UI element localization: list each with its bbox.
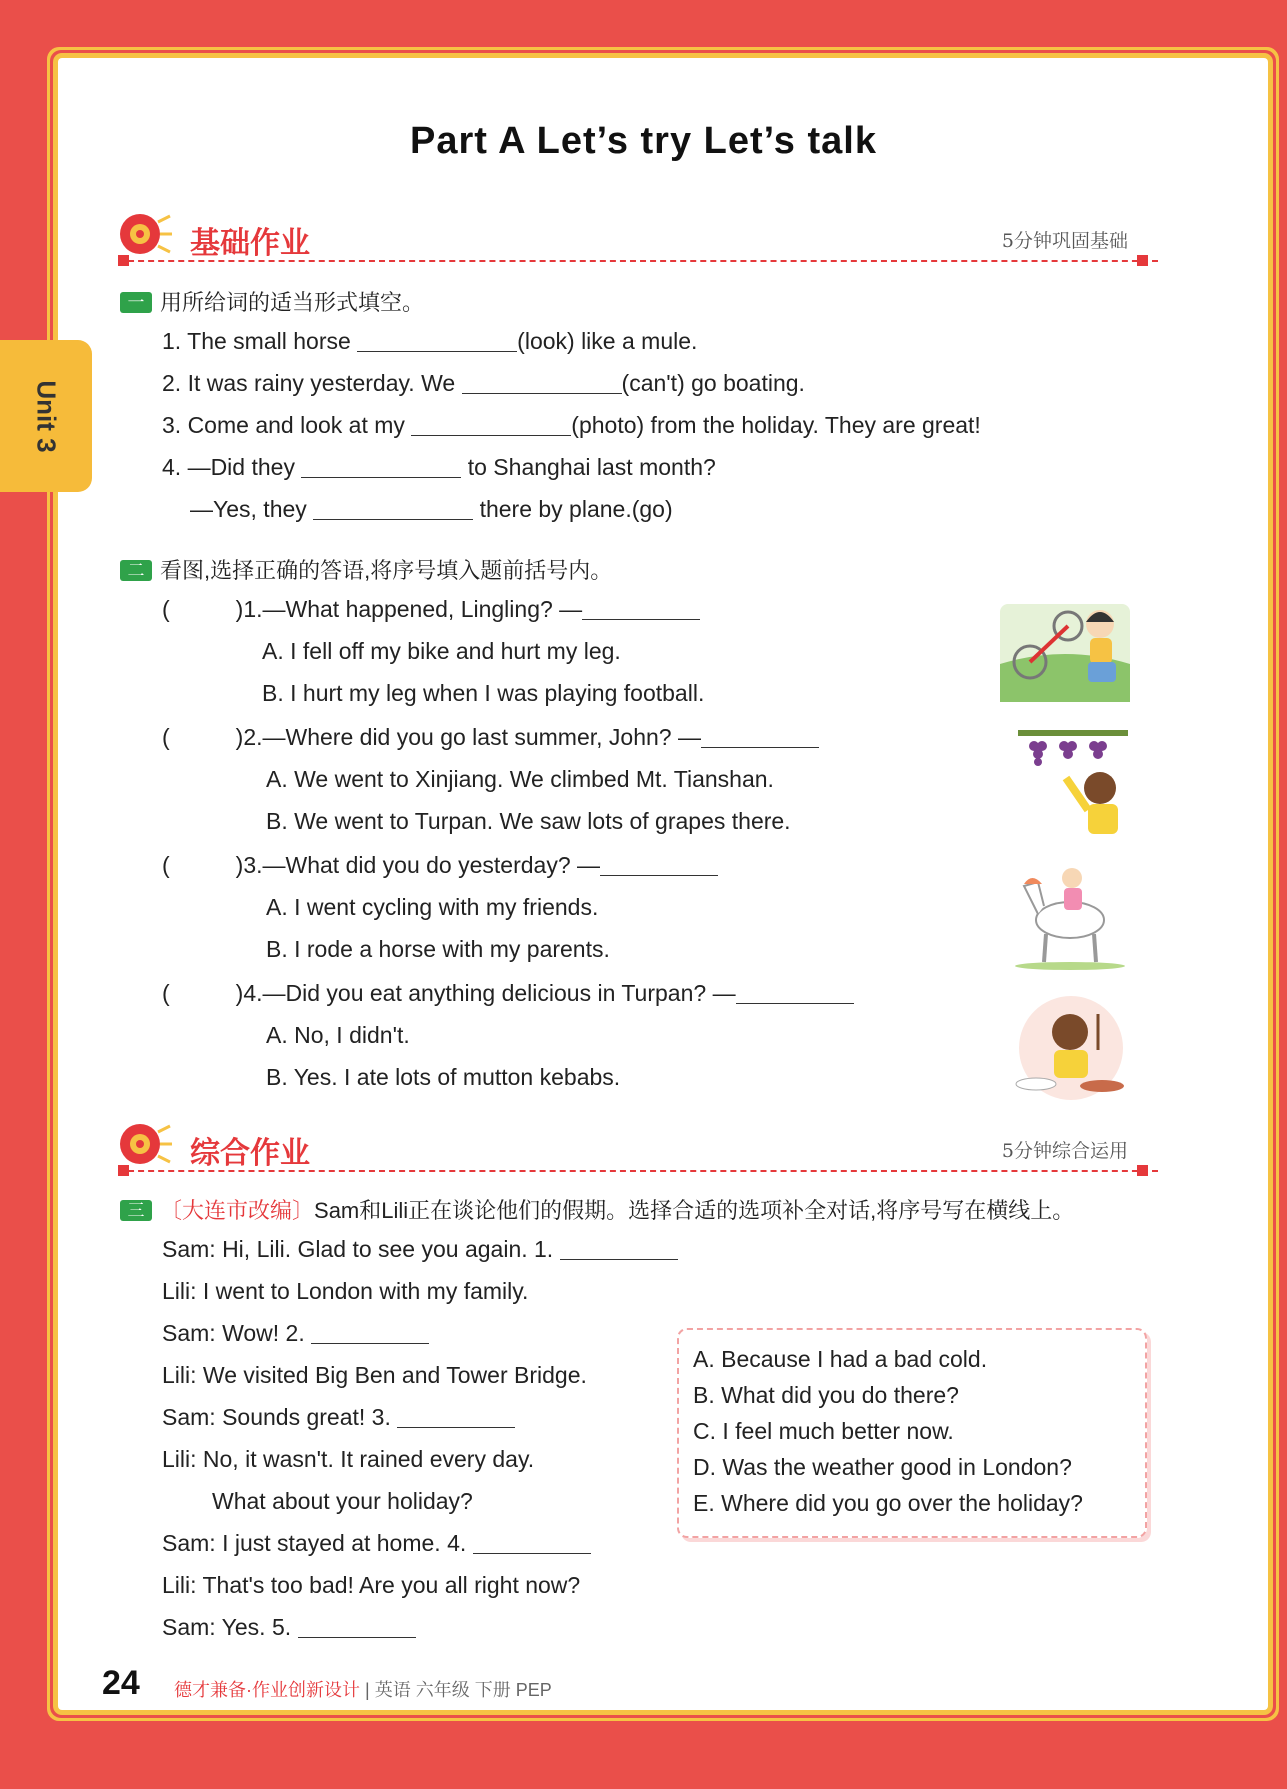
answer-blank[interactable] [462, 371, 622, 394]
question-number-badge: 一 [120, 292, 152, 313]
q2-item-3-option-b: B. I rode a horse with my parents. [266, 936, 610, 962]
answer-blank[interactable] [473, 1531, 591, 1554]
dialogue-line: Lili: No, it wasn't. It rained every day. [162, 1446, 535, 1472]
grade: 六年级 [415, 1680, 470, 1700]
q1-item-3: 3. Come and look at my (photo) from the holiday. They are great! [162, 412, 981, 438]
question-number-badge: 三 [120, 1200, 152, 1221]
q2-item-4-option-a: A. No, I didn't. [266, 1022, 410, 1048]
answer-blank[interactable] [701, 725, 819, 748]
page-title: Part A Let’s try Let’s talk [410, 120, 877, 162]
q2-item-3-question: ( )3.—What did you do yesterday? — [162, 852, 718, 879]
dialogue-line: Sam: Wow! 2. [162, 1320, 429, 1347]
answer-blank[interactable] [301, 455, 461, 478]
question-3-instruction: 三 〔大连市改编〕Sam和Lili正在谈论他们的假期。选择合适的选项补全对话,将序号写在横线上。 [120, 1194, 1074, 1225]
q2-item-2-question: ( )2.—Where did you go last summer, John? — [162, 724, 819, 751]
dialogue-line: Sam: Hi, Lili. Glad to see you again. 1. [162, 1236, 678, 1263]
dialogue-line: What about your holiday? [212, 1488, 473, 1514]
option-b: B. What did you do there? [693, 1382, 959, 1408]
dialogue-line: Sam: Sounds great! 3. [162, 1404, 515, 1431]
dialogue-line: Lili: We visited Big Ben and Tower Bridge. [162, 1362, 587, 1388]
q2-item-2-option-b: B. We went to Turpan. We saw lots of grapes there. [266, 808, 791, 834]
edition: PEP [515, 1680, 552, 1700]
dialogue-line: Lili: That's too bad! Are you all right now? [162, 1572, 581, 1598]
series-name: 德才兼备·作业创新设计 [174, 1680, 360, 1700]
answer-blank[interactable] [560, 1237, 678, 1260]
section-subtitle: 5分钟巩固基础 [1001, 230, 1128, 252]
subject: 英语 [374, 1680, 411, 1700]
footer-info: 德才兼备·作业创新设计 | 英语 六年级 下册 PEP [174, 1680, 552, 1700]
option-e: E. Where did you go over the holiday? [693, 1490, 1083, 1516]
q1-item-4: 4. —Did they to Shanghai last month? [162, 454, 716, 480]
q1-item-1: 1. The small horse (look) like a mule. [162, 328, 698, 354]
option-c: C. I feel much better now. [693, 1418, 954, 1444]
section-subtitle: 5分钟综合运用 [1001, 1140, 1128, 1162]
boy-grapes-image [1010, 728, 1140, 836]
answer-blank[interactable] [736, 981, 854, 1004]
megaphone-badge-icon [118, 210, 172, 258]
dash-end-marker [1137, 1165, 1148, 1176]
girl-fallen-bike-image [1000, 594, 1130, 702]
megaphone-badge-icon [118, 1120, 172, 1168]
answer-blank[interactable] [582, 597, 700, 620]
answer-blank[interactable] [397, 1405, 515, 1428]
q2-item-4-question: ( )4.—Did you eat anything delicious in Turpan? — [162, 980, 854, 1007]
section-title: 基础作业 [190, 227, 310, 260]
unit-tab [0, 340, 92, 492]
q2-item-2-option-a: A. We went to Xinjiang. We climbed Mt. Tianshan. [266, 766, 774, 792]
unit-tab-label: Unit 3 [31, 379, 62, 453]
volume: 下册 [474, 1680, 511, 1700]
boy-eating-kebabs-image [1006, 994, 1136, 1102]
dash-end-marker [1137, 255, 1148, 266]
answer-blank[interactable] [313, 497, 473, 520]
answer-blank[interactable] [298, 1615, 416, 1638]
girl-riding-horse-image [1010, 862, 1140, 970]
q2-item-4-option-b: B. Yes. I ate lots of mutton kebabs. [266, 1064, 621, 1090]
q2-item-3-option-a: A. I went cycling with my friends. [266, 894, 599, 920]
q2-item-1-question: ( )1.—What happened, Lingling? — [162, 596, 700, 623]
q2-item-1-option-b: B. I hurt my leg when I was playing football. [262, 680, 705, 706]
dialogue-line: Sam: Yes. 5. [162, 1614, 416, 1641]
source-tag: 〔大连市改编〕 [160, 1198, 315, 1223]
answer-blank[interactable] [600, 853, 718, 876]
section-divider [118, 260, 1158, 262]
answer-blank[interactable] [357, 329, 517, 352]
q1-item-4-response: —Yes, they there by plane.(go) [190, 496, 673, 522]
option-a: A. Because I had a bad cold. [693, 1346, 988, 1372]
answer-blank[interactable] [411, 413, 571, 436]
answer-blank[interactable] [311, 1321, 429, 1344]
dialogue-line: Sam: I just stayed at home. 4. [162, 1530, 591, 1557]
section-header-basic [118, 206, 1158, 270]
question-number-badge: 二 [120, 560, 152, 581]
q1-item-2: 2. It was rainy yesterday. We (can't) go boating. [162, 370, 805, 396]
section-divider [118, 1170, 1158, 1172]
page-number: 24 [102, 1664, 140, 1702]
dialogue-line: Lili: I went to London with my family. [162, 1278, 529, 1304]
section-title: 综合作业 [190, 1137, 310, 1170]
q2-item-1-option-a: A. I fell off my bike and hurt my leg. [262, 638, 621, 664]
options-box [677, 1328, 1147, 1538]
question-2-instruction: 二 看图,选择正确的答语,将序号填入题前括号内。 [120, 554, 612, 585]
section-header-comprehensive [118, 1116, 1158, 1180]
question-1-instruction: 一 用所给词的适当形式填空。 [120, 286, 424, 317]
option-d: D. Was the weather good in London? [693, 1454, 1072, 1480]
